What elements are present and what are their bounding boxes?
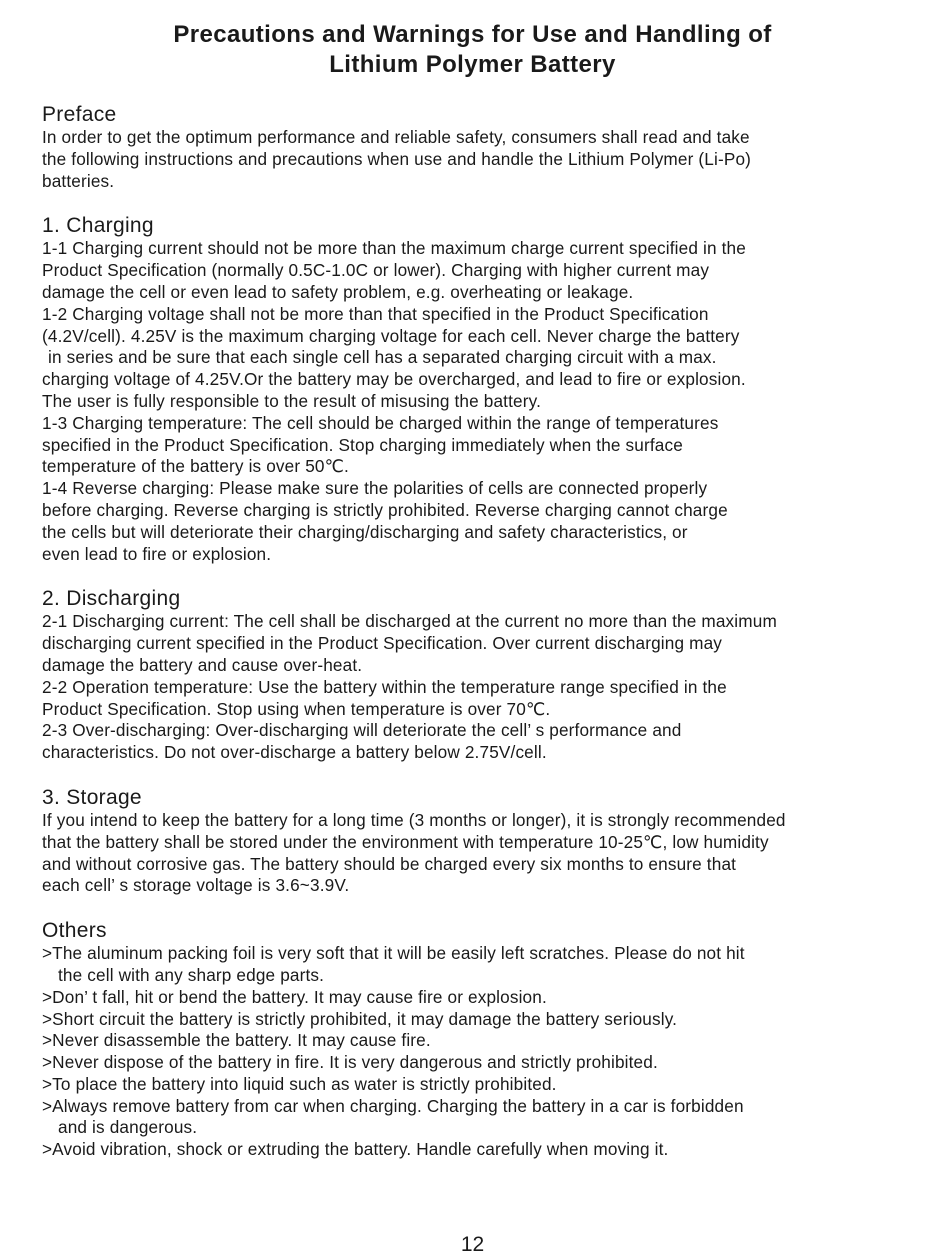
text-line: If you intend to keep the battery for a long time (3 months or longer), it is strongly recommended bbox=[42, 809, 786, 830]
text-line: and is dangerous. bbox=[58, 1117, 198, 1138]
text-line: the following instructions and precautions when use and handle the Lithium Polymer (Li-Po) bbox=[42, 148, 752, 169]
page-number: 12 bbox=[460, 1233, 485, 1256]
text-line: discharging current specified in the Product Specification. Over current discharging may bbox=[42, 633, 723, 654]
title-line-1: Precautions and Warnings for Use and Handling of bbox=[173, 21, 772, 48]
section-heading: 1. Charging bbox=[42, 214, 154, 238]
page-title bbox=[0, 20, 945, 80]
section-gap bbox=[42, 764, 922, 786]
text-line: 2-1 Discharging current: The cell shall be discharged at the current no more than the maximum bbox=[42, 611, 777, 632]
text-line: 1-3 Charging temperature: The cell should be charged within the range of temperatures bbox=[42, 412, 719, 433]
text-line: charging voltage of 4.25V.Or the battery may be overcharged, and lead to fire or explosion. bbox=[42, 369, 746, 390]
section-heading: 3. Storage bbox=[42, 785, 142, 809]
text-line: the cells but will deteriorate their charging/discharging and safety characteristics, or bbox=[42, 521, 688, 542]
section-text bbox=[42, 943, 922, 1161]
text-line: >The aluminum packing foil is very soft that it will be easily left scratches. Please do not hit bbox=[42, 943, 745, 964]
title-line-2: Lithium Polymer Battery bbox=[329, 51, 616, 78]
text-line: Product Specification (normally 0.5C-1.0C or lower). Charging with higher current may bbox=[42, 260, 710, 281]
text-line: 2-2 Operation temperature: Use the battery within the temperature range specified in the bbox=[42, 676, 727, 697]
section-text bbox=[42, 238, 922, 565]
text-line: 2-3 Over-discharging: Over-discharging will deteriorate the cell’ s performance and bbox=[42, 720, 682, 741]
text-line: In order to get the optimum performance and reliable safety, consumers shall read and take bbox=[42, 127, 750, 147]
text-line: damage the battery and cause over-heat. bbox=[42, 654, 363, 675]
section-heading: Preface bbox=[42, 103, 117, 126]
text-line: the cell with any sharp edge parts. bbox=[58, 964, 325, 985]
section-heading: 2. Discharging bbox=[42, 587, 181, 611]
text-line: even lead to fire or explosion. bbox=[42, 543, 272, 564]
text-line: >Never disassemble the battery. It may cause fire. bbox=[42, 1030, 431, 1051]
section-gap bbox=[42, 565, 922, 587]
text-line: >To place the battery into liquid such as water is strictly prohibited. bbox=[42, 1073, 557, 1094]
text-line: 1-2 Charging voltage shall not be more than that specified in the Product Specification bbox=[42, 303, 709, 324]
section-heading: Others bbox=[42, 919, 107, 943]
section-text bbox=[42, 127, 922, 192]
section-storage bbox=[42, 786, 922, 897]
document-body bbox=[42, 103, 922, 1161]
text-line: >Don’ t fall, hit or bend the battery. It may cause fire or explosion. bbox=[42, 986, 547, 1007]
section-others bbox=[42, 919, 922, 1161]
text-line: Product Specification. Stop using when temperature is over 70℃. bbox=[42, 698, 551, 719]
text-line: specified in the Product Specification. Stop charging immediately when the surface bbox=[42, 434, 683, 455]
section-discharging bbox=[42, 587, 922, 764]
section-charging bbox=[42, 214, 922, 565]
text-line: damage the cell or even lead to safety problem, e.g. overheating or leakage. bbox=[42, 281, 634, 302]
text-line: >Short circuit the battery is strictly prohibited, it may damage the battery seriously. bbox=[42, 1008, 678, 1029]
text-line: characteristics. Do not over-discharge a battery below 2.75V/cell. bbox=[42, 742, 547, 763]
text-line: 1-4 Reverse charging: Please make sure the polarities of cells are connected properly bbox=[42, 478, 708, 499]
text-line: and without corrosive gas. The battery should be charged every six months to ensure that bbox=[42, 853, 737, 874]
text-line: >Avoid vibration, shock or extruding the battery. Handle carefully when moving it. bbox=[42, 1139, 669, 1160]
text-line: >Never dispose of the battery in fire. It is very dangerous and strictly prohibited. bbox=[42, 1052, 658, 1073]
section-gap bbox=[42, 897, 922, 919]
text-line: that the battery shall be stored under the environment with temperature 10-25℃, low humidity bbox=[42, 831, 769, 852]
text-line: temperature of the battery is over 50℃. bbox=[42, 456, 349, 477]
section-text bbox=[42, 810, 922, 897]
text-line: (4.2V/cell). 4.25V is the maximum charging voltage for each cell. Never charge the battery bbox=[42, 325, 740, 346]
text-line: before charging. Reverse charging is strictly prohibited. Reverse charging cannot charge bbox=[42, 499, 728, 520]
section-gap bbox=[42, 192, 922, 214]
text-line: The user is fully responsible to the result of misusing the battery. bbox=[42, 390, 542, 411]
text-line: each cell’ s storage voltage is 3.6~3.9V. bbox=[42, 875, 350, 896]
section-preface bbox=[42, 103, 922, 192]
text-line: >Always remove battery from car when charging. Charging the battery in a car is forbidden bbox=[42, 1095, 744, 1116]
text-line: in series and be sure that each single cell has a separated charging circuit with a max. bbox=[48, 347, 717, 368]
section-text bbox=[42, 611, 922, 764]
text-line: 1-1 Charging current should not be more than the maximum charge current specified in the bbox=[42, 238, 746, 259]
text-line: batteries. bbox=[42, 170, 115, 191]
